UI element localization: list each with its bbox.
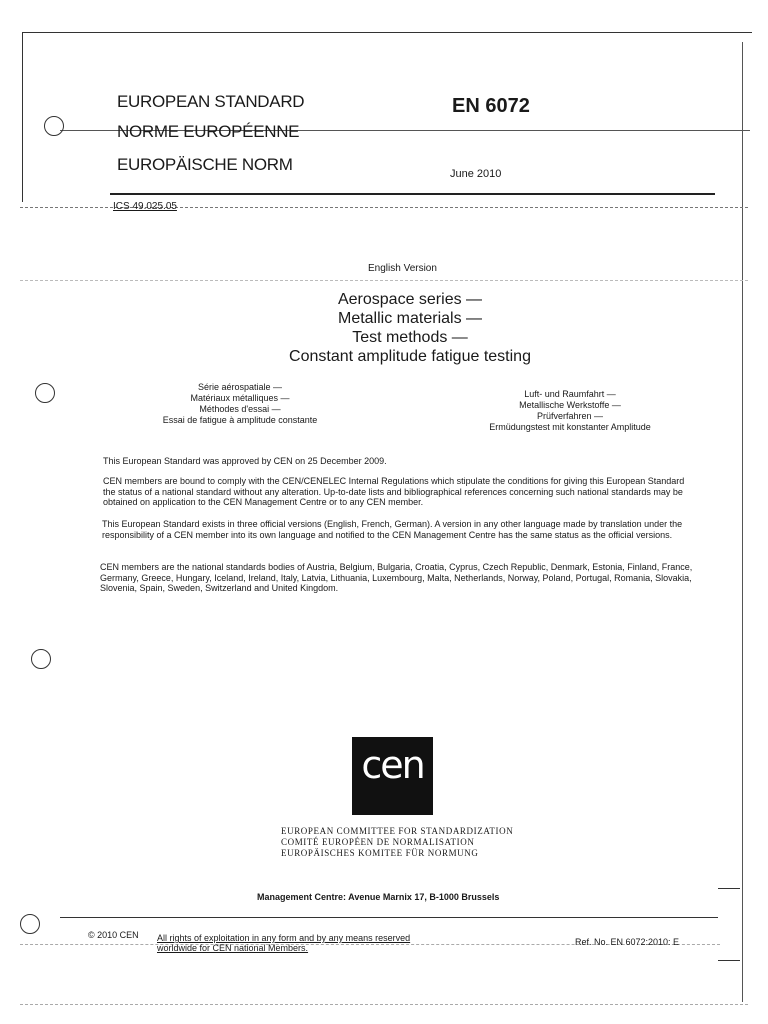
fr-title-line-2: Matériaux métalliques — [190,393,290,403]
standard-title-en: EUROPEAN STANDARD [117,92,305,111]
ics-code: ICS 49.025.05 [113,201,177,212]
cen-logo [352,737,433,815]
punch-hole-top [44,116,64,136]
committee-names [281,826,513,859]
rights-notice [157,933,410,953]
french-title-block [130,382,350,426]
de-title-line-3: Prüfverfahren — [536,411,604,421]
top-frame-line [22,32,752,33]
de-title-line-2: Metallische Werkstoffe — [519,400,621,410]
cen-logo-text: cen [361,743,424,787]
fr-title-line-1: Série aérospatiale — [197,382,283,392]
members-paragraph: CEN members are the national standards bodies of Austria, Belgium, Bulgaria, Croatia, Cyprus, Czech Republic, Denmark, Estonia, Finland, France, Germany, Greece, Hungary, Iceland, Ireland, Italy, Latvia, Lithuania, Luxembourg, Malta, Netherlands, Norway, Poland, Portugal, Romania, Slovakia, Slovenia, Spain, Sweden, Switzerland and United Kingdom. [100,562,693,593]
punch-hole-lower [31,649,51,669]
title-line-3: Test methods — [352,329,468,346]
upper-dashed-rule [20,280,748,281]
approval-paragraph: This European Standard was approved by CEN on 25 December 2009. [103,456,387,466]
versions-paragraph: This European Standard exists in three official versions (English, French, German). A version in any other language made by translation under the responsibility of a CEN member into its own language and notified to the CEN Management Centre has the same status as the official versions. [102,519,683,540]
committee-en: EUROPEAN COMMITTEE FOR STANDARDIZATION [281,826,514,836]
reference-number: Ref. No. EN 6072:2010: E [575,937,680,947]
document-title [230,290,590,366]
punch-hole-bottom [20,914,40,934]
header-rule [110,193,715,195]
de-title-line-4: Ermüdungstest mit konstanter Amplitude [489,422,651,432]
committee-fr: COMITÉ EUROPÉEN DE NORMALISATION [281,837,475,847]
title-line-2: Metallic materials — [337,310,483,327]
copyright: © 2010 CEN [88,930,139,940]
committee-de: EUROPÄISCHES KOMITEE FÜR NORMUNG [281,848,479,858]
de-title-line-1: Luft- und Raumfahrt — [524,389,616,399]
fr-title-line-4: Essai de fatigue à amplitude constante [162,415,318,425]
german-title-block [465,389,675,433]
bottom-dashed-rule [20,1004,748,1005]
compliance-paragraph: CEN members are bound to comply with the CEN/CENELEC Internal Regulations which stipulate the conditions for giving this European Standard the status of a national standard without any alteration. Up-to-date lists and bibliographical references concerning such national standards may be obtained on application to the CEN Management Centre or to any CEN member. [103,476,685,507]
standard-number: EN 6072 [452,95,530,117]
version-label: English Version [368,263,437,274]
right-tab-mark [718,888,740,889]
standard-title-fr: NORME EUROPÉENNE [117,122,300,141]
standard-title-de: EUROPÄISCHE NORM [117,155,293,174]
publication-date: June 2010 [450,168,502,180]
rights-line-2: worldwide for CEN national Members. [157,943,309,953]
rights-line-1: All rights of exploitation in any form and by any means reserved [157,933,411,943]
title-line-4: Constant amplitude fatigue testing [289,348,531,365]
fr-title-line-3: Méthodes d'essai — [199,404,281,414]
left-frame-line [22,32,23,202]
punch-hole-mid [35,383,55,403]
right-frame-line [742,42,743,1002]
footer-top-rule [60,917,718,918]
right-tab-mark-2 [718,960,740,961]
management-centre: Management Centre: Avenue Marnix 17, B-1000 Brussels [257,892,500,902]
title-line-1: Aerospace series — [337,291,483,308]
